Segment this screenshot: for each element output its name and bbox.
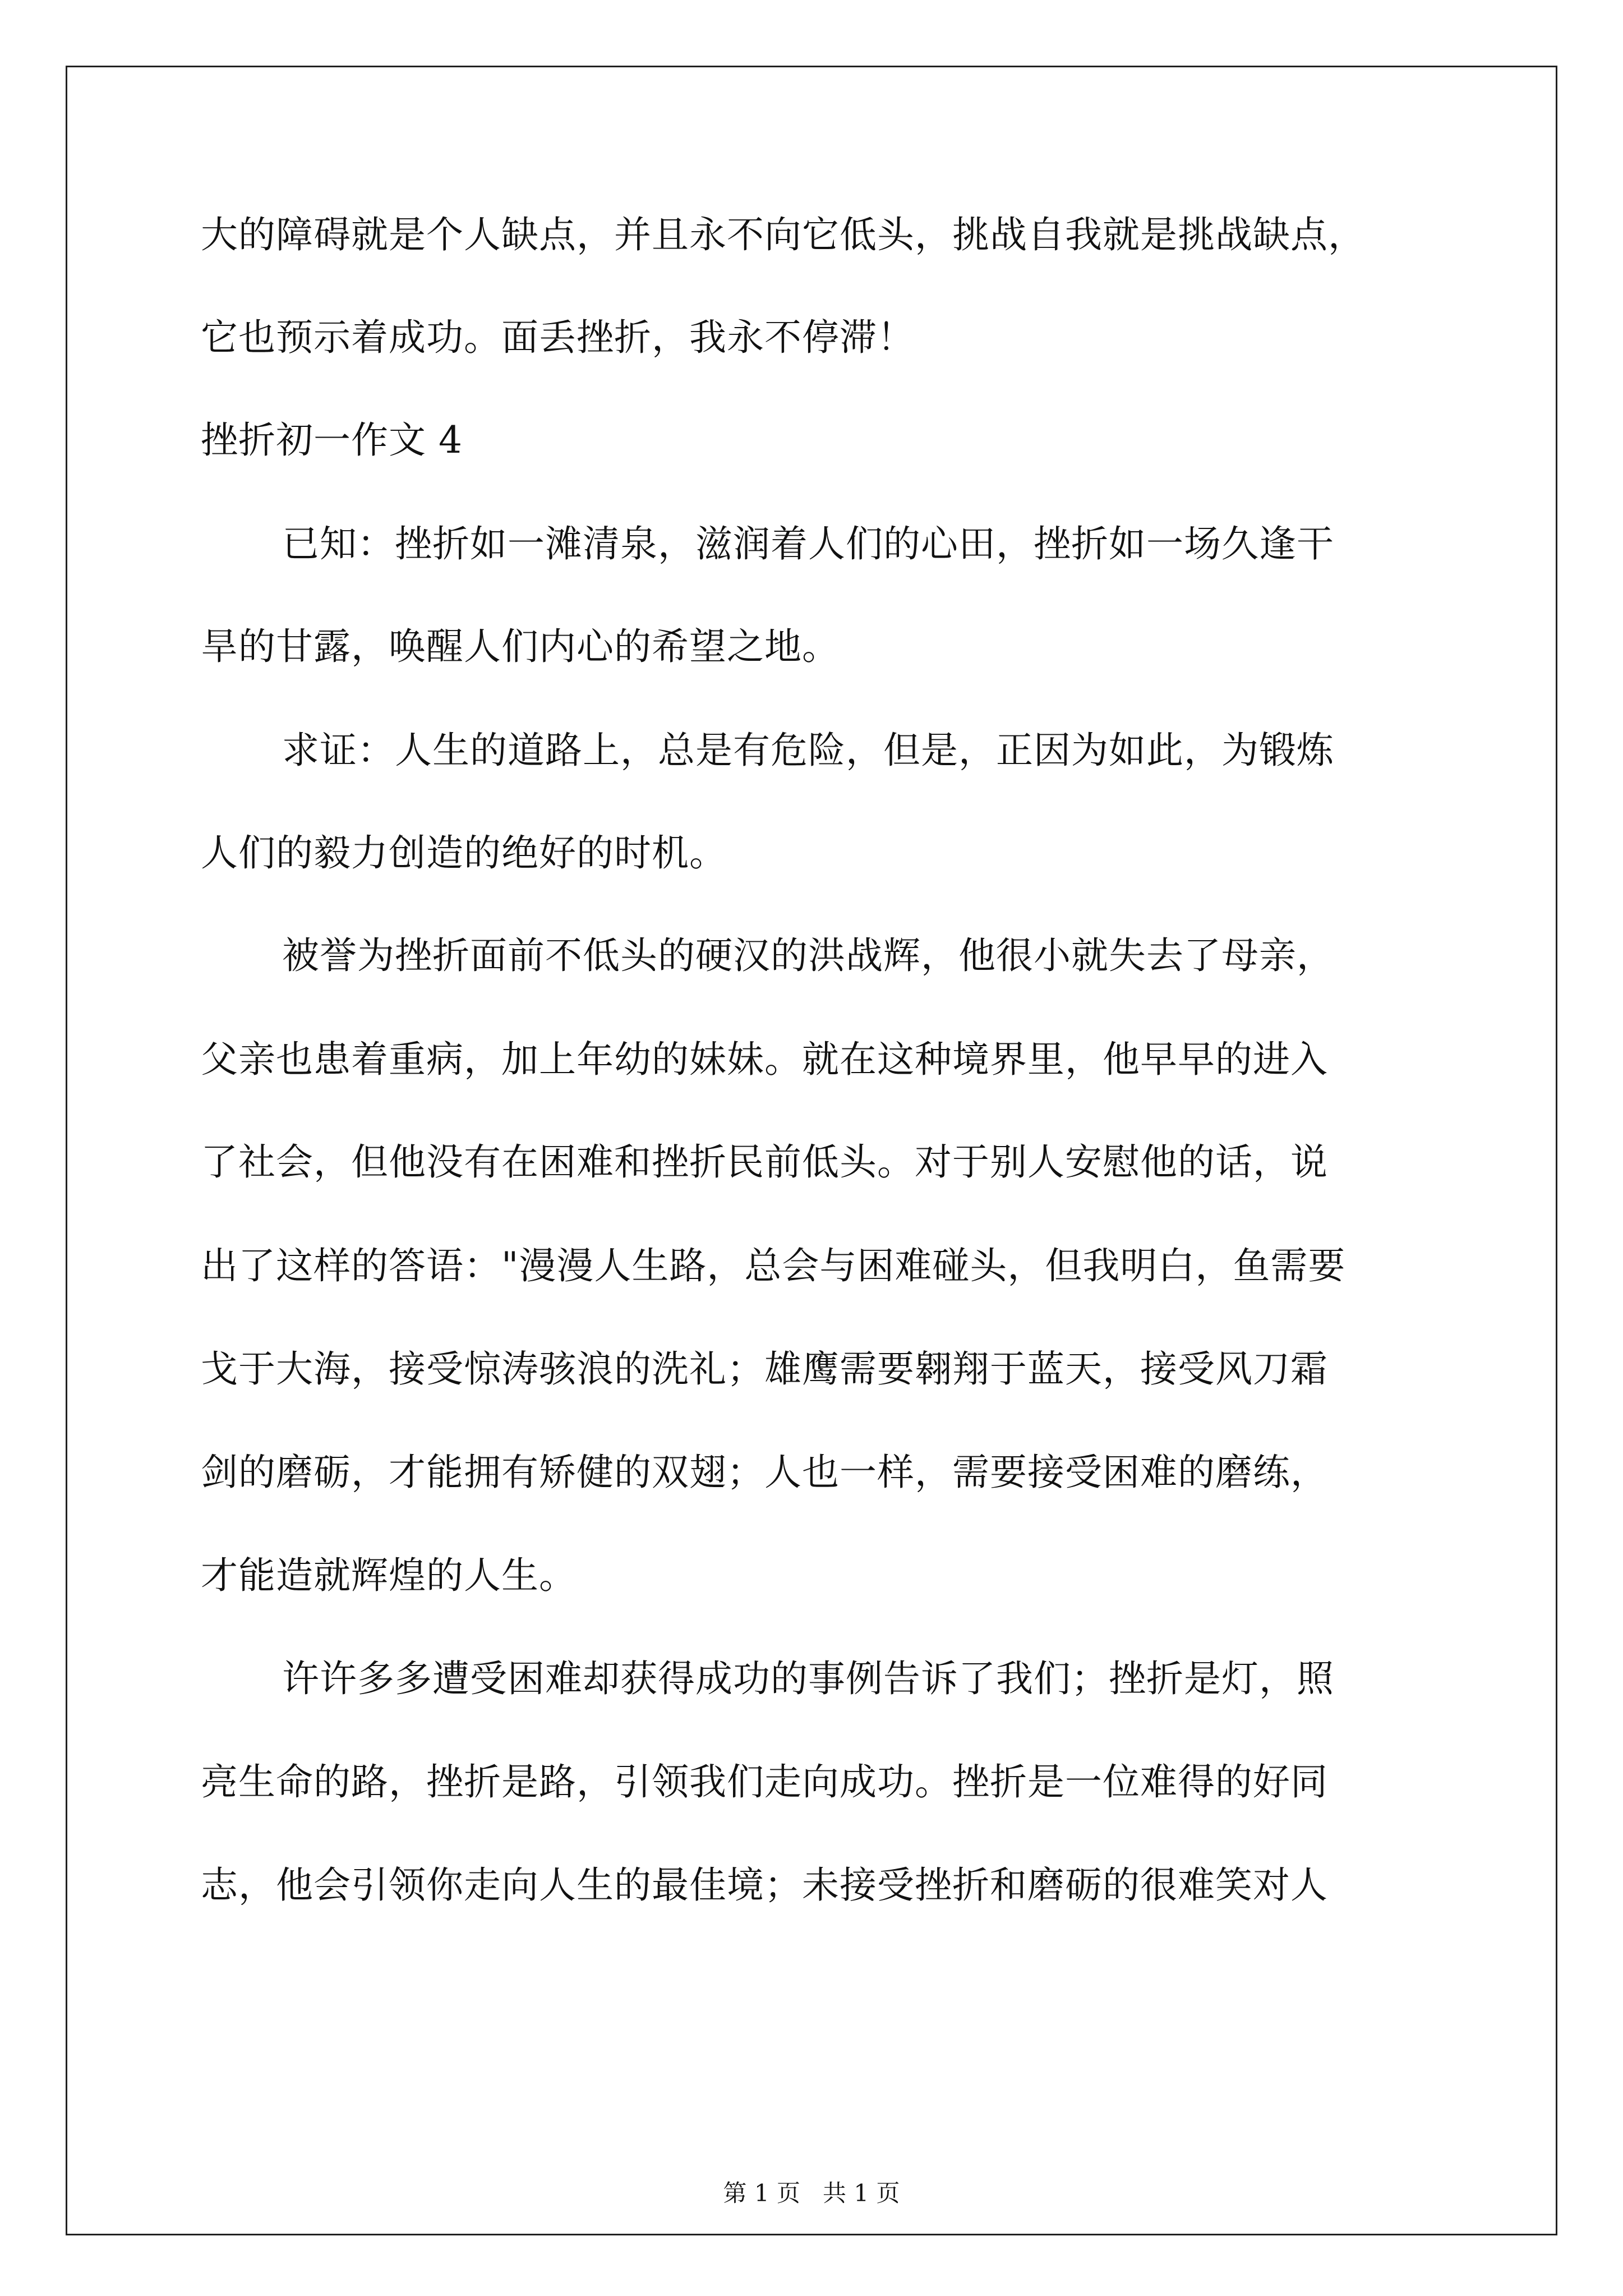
- text-line: 已知：挫折如一滩清泉，滋润着人们的心田，挫折如一场久逢干: [282, 522, 1334, 565]
- text-line: 它也预示着成功。面丢挫折，我永不停滞！: [201, 316, 915, 359]
- text-line: 剑的磨砺，才能拥有矫健的双翅；人也一样，需要接受困难的磨练，: [201, 1451, 1328, 1494]
- text-line: 出了这样的答语："漫漫人生路，总会与困难碰头，但我明白，鱼需要: [201, 1244, 1346, 1287]
- text-line: 人们的毅力创造的绝好的时机。: [201, 831, 727, 875]
- text-line: 了社会，但他没有在困难和挫折民前低头。对于别人安慰他的话，说: [201, 1140, 1328, 1184]
- text-line: 旱的甘露，唤醒人们内心的希望之地。: [201, 625, 840, 668]
- text-line: 志，他会引领你走向人生的最佳境；未接受挫折和磨砺的很难笑对人: [201, 1864, 1328, 1907]
- text-line: 戈于大海，接受惊涛骇浪的洗礼；雄鹰需要翱翔于蓝天，接受风刀霜: [201, 1347, 1328, 1391]
- text-line: 才能造就辉煌的人生。: [201, 1554, 577, 1597]
- text-line: 许许多多遭受困难却获得成功的事例告诉了我们；挫折是灯，照: [282, 1657, 1334, 1700]
- text-line: 求证：人生的道路上，总是有危险，但是，正因为如此，为锻炼: [282, 729, 1334, 772]
- text-line: 父亲也患着重病，加上年幼的妹妹。就在这种境界里，他早早的进入: [201, 1038, 1328, 1081]
- section-heading: 挫折初一作文 4: [201, 418, 463, 462]
- page-footer: 第 1 页 共 1 页: [723, 2179, 900, 2207]
- text-line: 亮生命的路，挫折是路，引领我们走向成功。挫折是一位难得的好同: [201, 1760, 1328, 1803]
- text-line: 被誉为挫折面前不低头的硬汉的洪战辉，他很小就失去了母亲，: [282, 934, 1334, 977]
- text-line: 大的障碍就是个人缺点，并且永不向它低头，挑战自我就是挑战缺点，: [201, 213, 1366, 256]
